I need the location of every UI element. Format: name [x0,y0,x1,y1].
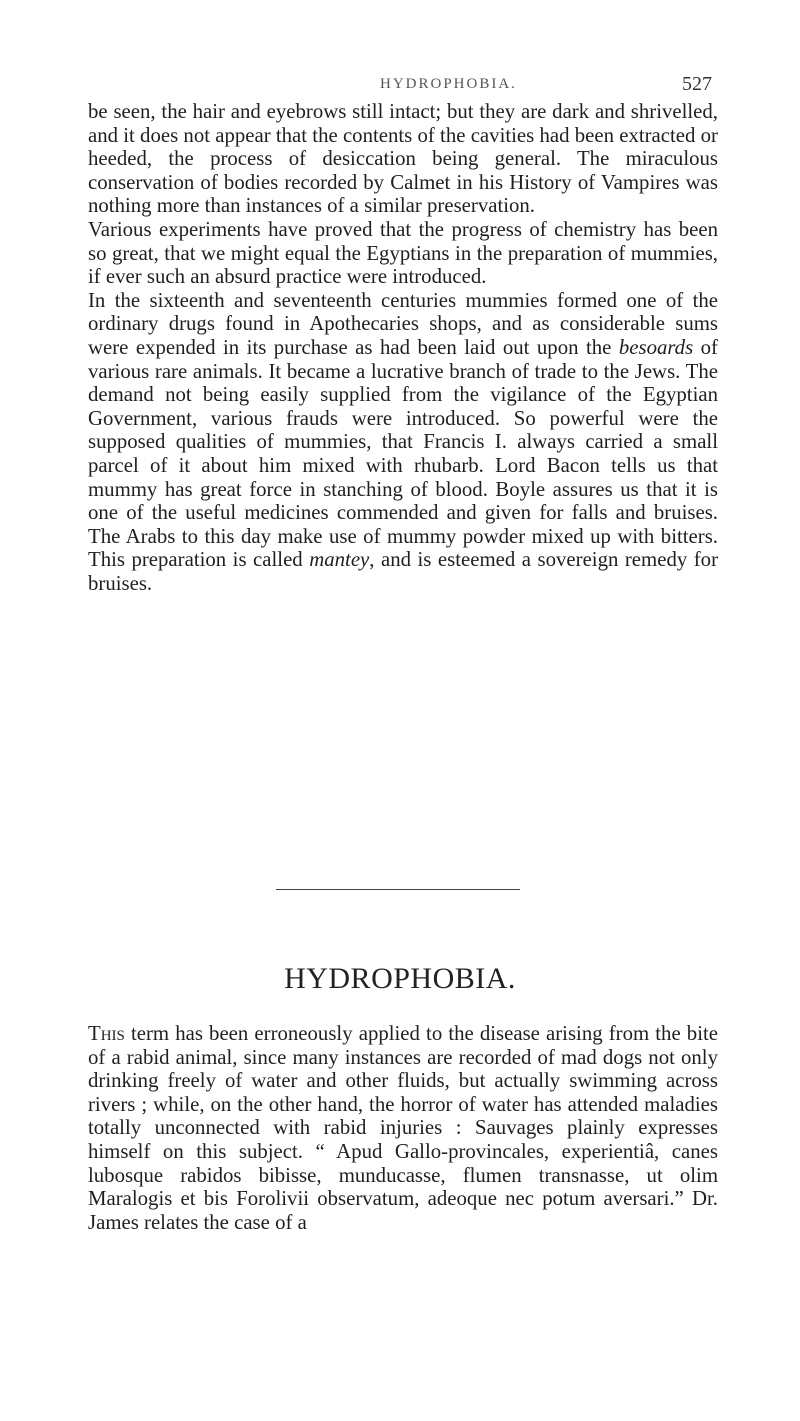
italic-besoards: besoards [618,335,694,359]
paragraph-desiccation: be seen, the hair and eyebrows still intact; but they are dark and shrivelled, and it does not appear that the contents of the cavities had been extracted or heeded, the process of desiccation being general. The miraculous conservation of bodies recorded by Calmet in his History of Vampires was nothing more than instances of a similar preservation. [88,100,718,218]
paragraph-hydrophobia [88,1022,718,1234]
section-text-block [88,1022,718,1234]
mummy-text-1: In the sixteenth and seventeenth centuries mummies formed one of the ordinary drugs found in Apothecaries shops, and as considerable sums were expended in its purchase as had been laid out upon the [88,288,718,359]
hydrophobia-text: term has been erroneously applied to the disease arising from the bite of a rabid animal, since many instances are recorded of mad dogs not only drinking freely of water and other fluids, but actually swimming across rivers ; while, on the other hand, the horror of water has attended maladies totally unconnected with rabid injuries : Sauvages plainly expresses himself on this subject. “ Apud Gallo-provincales, experientiâ, canes lubosque rabidos bibisse, munducasse, flumen transnasse, ut olim Maralogis et bis Forolivii observatum, adeoque nec potum aversari.” Dr. James relates the case of a [88,1022,718,1234]
mummy-text-2: of various rare animals. It became a lucrative branch of trade to the Jews. The demand not being easily supplied from the vigilance of the Egyptian Government, various frauds were introduced. So powerful were the supposed qualities of mummies, that Francis I. always carried a small parcel of it about him mixed with rhubarb. Lord Bacon tells us that mummy has great force in stanching of blood. Boyle assures us that it is one of the useful medicines commended and given for falls and bruises. The Arabs to this day make use of mummy powder mixed up with bitters. This preparation is called [88,335,718,572]
section-heading: HYDROPHOBIA. [284,962,516,995]
paragraph-mummy-drugs [88,289,718,596]
italic-mantey: mantey [309,548,370,572]
running-header [0,73,800,100]
page-number: 527 [682,73,712,95]
drop-word: This [88,1022,125,1045]
paragraph-chemistry: Various experiments have proved that the progress of chemistry has been so great, that we might equal the Egyptians in the preparation of mummies, if ever such an absurd practice were introduced. [88,217,718,289]
running-title: HYDROPHOBIA. [380,76,517,92]
section-divider [276,889,520,890]
continued-text-block [88,100,718,595]
mummy-text-3: , and is esteemed a sovereign remedy for bruises. [88,548,718,595]
